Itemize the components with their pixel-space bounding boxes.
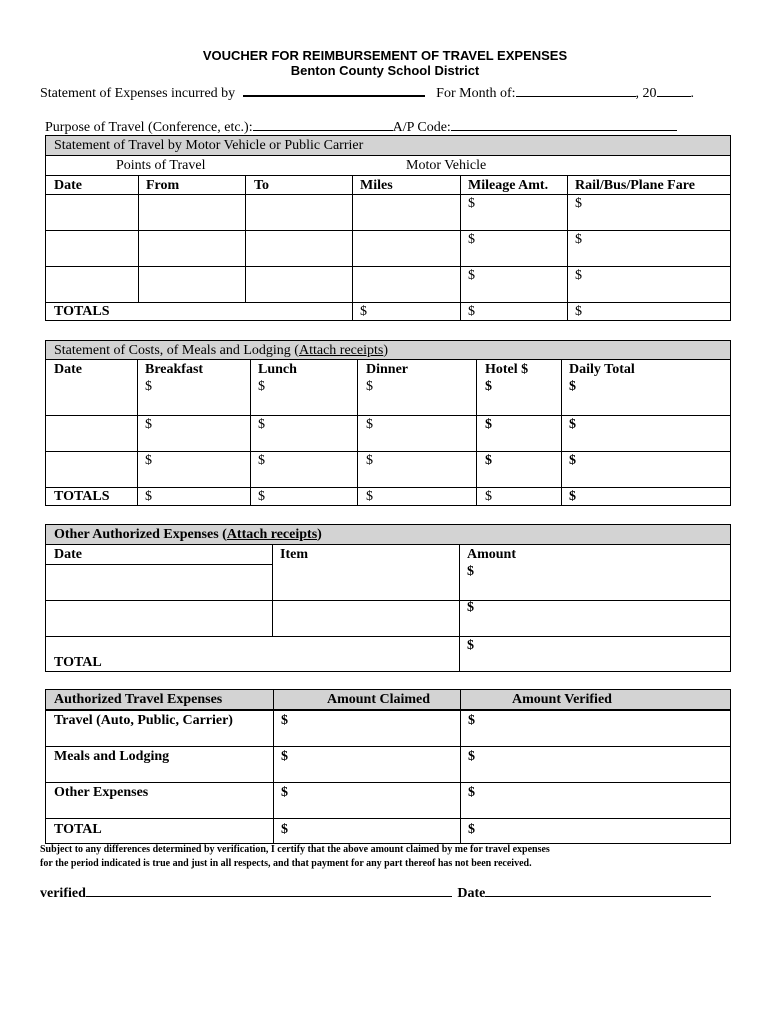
- travel-row[interactable]: $ $: [468, 232, 582, 247]
- col-dinner: Dinner: [366, 362, 408, 377]
- total-fare-field[interactable]: $: [575, 304, 582, 319]
- purpose-line: [45, 118, 677, 136]
- other-verified-field[interactable]: $: [468, 785, 475, 800]
- col-hotel: Hotel $: [485, 362, 529, 377]
- col-miles: Miles: [360, 178, 393, 193]
- incurred-by-field[interactable]: [243, 83, 425, 97]
- date-field[interactable]: [485, 884, 711, 897]
- other-total-field[interactable]: $: [467, 638, 474, 653]
- travel-section: [45, 135, 731, 321]
- statement-line: [40, 83, 694, 102]
- summary-col-claimed: Amount Claimed: [327, 692, 431, 707]
- total-mileage-field[interactable]: $: [468, 304, 475, 319]
- col-daily-total: Daily Total: [569, 362, 635, 377]
- total-breakfast-field[interactable]: $: [145, 489, 152, 504]
- meals-row[interactable]: $ $ $ $ $: [145, 417, 576, 432]
- col-fare: Rail/Bus/Plane Fare: [575, 178, 695, 193]
- meals-col-date: Date: [54, 362, 82, 377]
- points-of-travel-heading: Points of Travel: [116, 158, 206, 173]
- summary-col-category: Authorized Travel Expenses: [54, 692, 223, 707]
- ap-code-label: A/P Code:: [392, 120, 451, 135]
- total-miles-field[interactable]: $: [360, 304, 367, 319]
- meals-section-title: Statement of Costs, of Meals and Lodging (Attach receipts): [54, 343, 388, 358]
- col-breakfast: Breakfast: [145, 362, 204, 377]
- year-label: , 20: [635, 86, 657, 101]
- date-label: Date: [457, 886, 486, 901]
- purpose-label: Purpose of Travel (Conference, etc.):: [45, 120, 253, 135]
- certification-line-2: for the period indicated is true and just in all respects, and that payment for any part thereof has not been received.: [40, 858, 532, 869]
- travel-row[interactable]: $ $: [468, 196, 582, 211]
- total-dinner-field[interactable]: $: [366, 489, 373, 504]
- meals-section: [45, 340, 731, 506]
- col-to: To: [254, 178, 270, 193]
- row-meals-label: Meals and Lodging: [54, 749, 170, 764]
- month-field[interactable]: [516, 84, 636, 97]
- travel-section-title: Statement of Travel by Motor Vehicle or Public Carrier: [54, 138, 364, 153]
- col-item: Item: [280, 547, 308, 562]
- travel-totals-label: TOTALS: [54, 304, 110, 319]
- total-lunch-field[interactable]: $: [258, 489, 265, 504]
- col-date: Date: [54, 178, 82, 193]
- purpose-field[interactable]: [253, 118, 393, 131]
- month-label: For Month of:: [436, 86, 516, 101]
- col-from: From: [146, 178, 180, 193]
- verified-label: verified: [40, 886, 86, 901]
- form-subtitle: Benton County School District: [290, 63, 480, 78]
- summary-col-verified: Amount Verified: [512, 692, 612, 707]
- meals-claimed-field[interactable]: $: [281, 749, 288, 764]
- other-total-label: TOTAL: [54, 655, 102, 670]
- col-mileage-amt: Mileage Amt.: [468, 178, 549, 193]
- statement-label: Statement of Expenses incurred by: [40, 86, 236, 101]
- other-section-title: Other Authorized Expenses (Attach receipts): [54, 527, 322, 542]
- total-hotel-field[interactable]: $: [485, 489, 492, 504]
- travel-claimed-field[interactable]: $: [281, 713, 288, 728]
- travel-row[interactable]: $ $: [468, 268, 582, 283]
- certification-line-1: Subject to any differences determined by verification, I certify that the above amount claimed by me for travel expenses: [40, 844, 550, 855]
- form-title: VOUCHER FOR REIMBURSEMENT OF TRAVEL EXPENSES: [202, 48, 568, 63]
- verified-signature-field[interactable]: [86, 884, 452, 897]
- meals-totals-label: TOTALS: [54, 489, 110, 504]
- total-verified-field[interactable]: $: [468, 822, 475, 837]
- row-other-label: Other Expenses: [54, 785, 149, 800]
- col-amount: Amount: [467, 547, 517, 562]
- other-claimed-field[interactable]: $: [281, 785, 288, 800]
- signature-line: [40, 884, 711, 902]
- row-total-label: TOTAL: [54, 822, 102, 837]
- other-col-date: Date: [54, 547, 82, 562]
- total-daily-field[interactable]: $: [569, 489, 576, 504]
- motor-vehicle-heading: Motor Vehicle: [406, 158, 487, 173]
- total-claimed-field[interactable]: $: [281, 822, 288, 837]
- other-row[interactable]: $: [467, 564, 474, 579]
- year-field[interactable]: [657, 84, 691, 97]
- summary-section: [45, 689, 731, 844]
- meals-row[interactable]: $ $ $ $ $: [145, 379, 576, 394]
- ap-code-field[interactable]: [451, 118, 677, 131]
- row-travel-label: Travel (Auto, Public, Carrier): [54, 713, 233, 728]
- meals-row[interactable]: $ $ $ $ $: [145, 453, 576, 468]
- travel-verified-field[interactable]: $: [468, 713, 475, 728]
- col-lunch: Lunch: [258, 362, 297, 377]
- other-row[interactable]: $: [467, 600, 474, 615]
- other-expenses-section: [45, 524, 731, 672]
- year-end: .: [690, 86, 695, 101]
- meals-verified-field[interactable]: $: [468, 749, 475, 764]
